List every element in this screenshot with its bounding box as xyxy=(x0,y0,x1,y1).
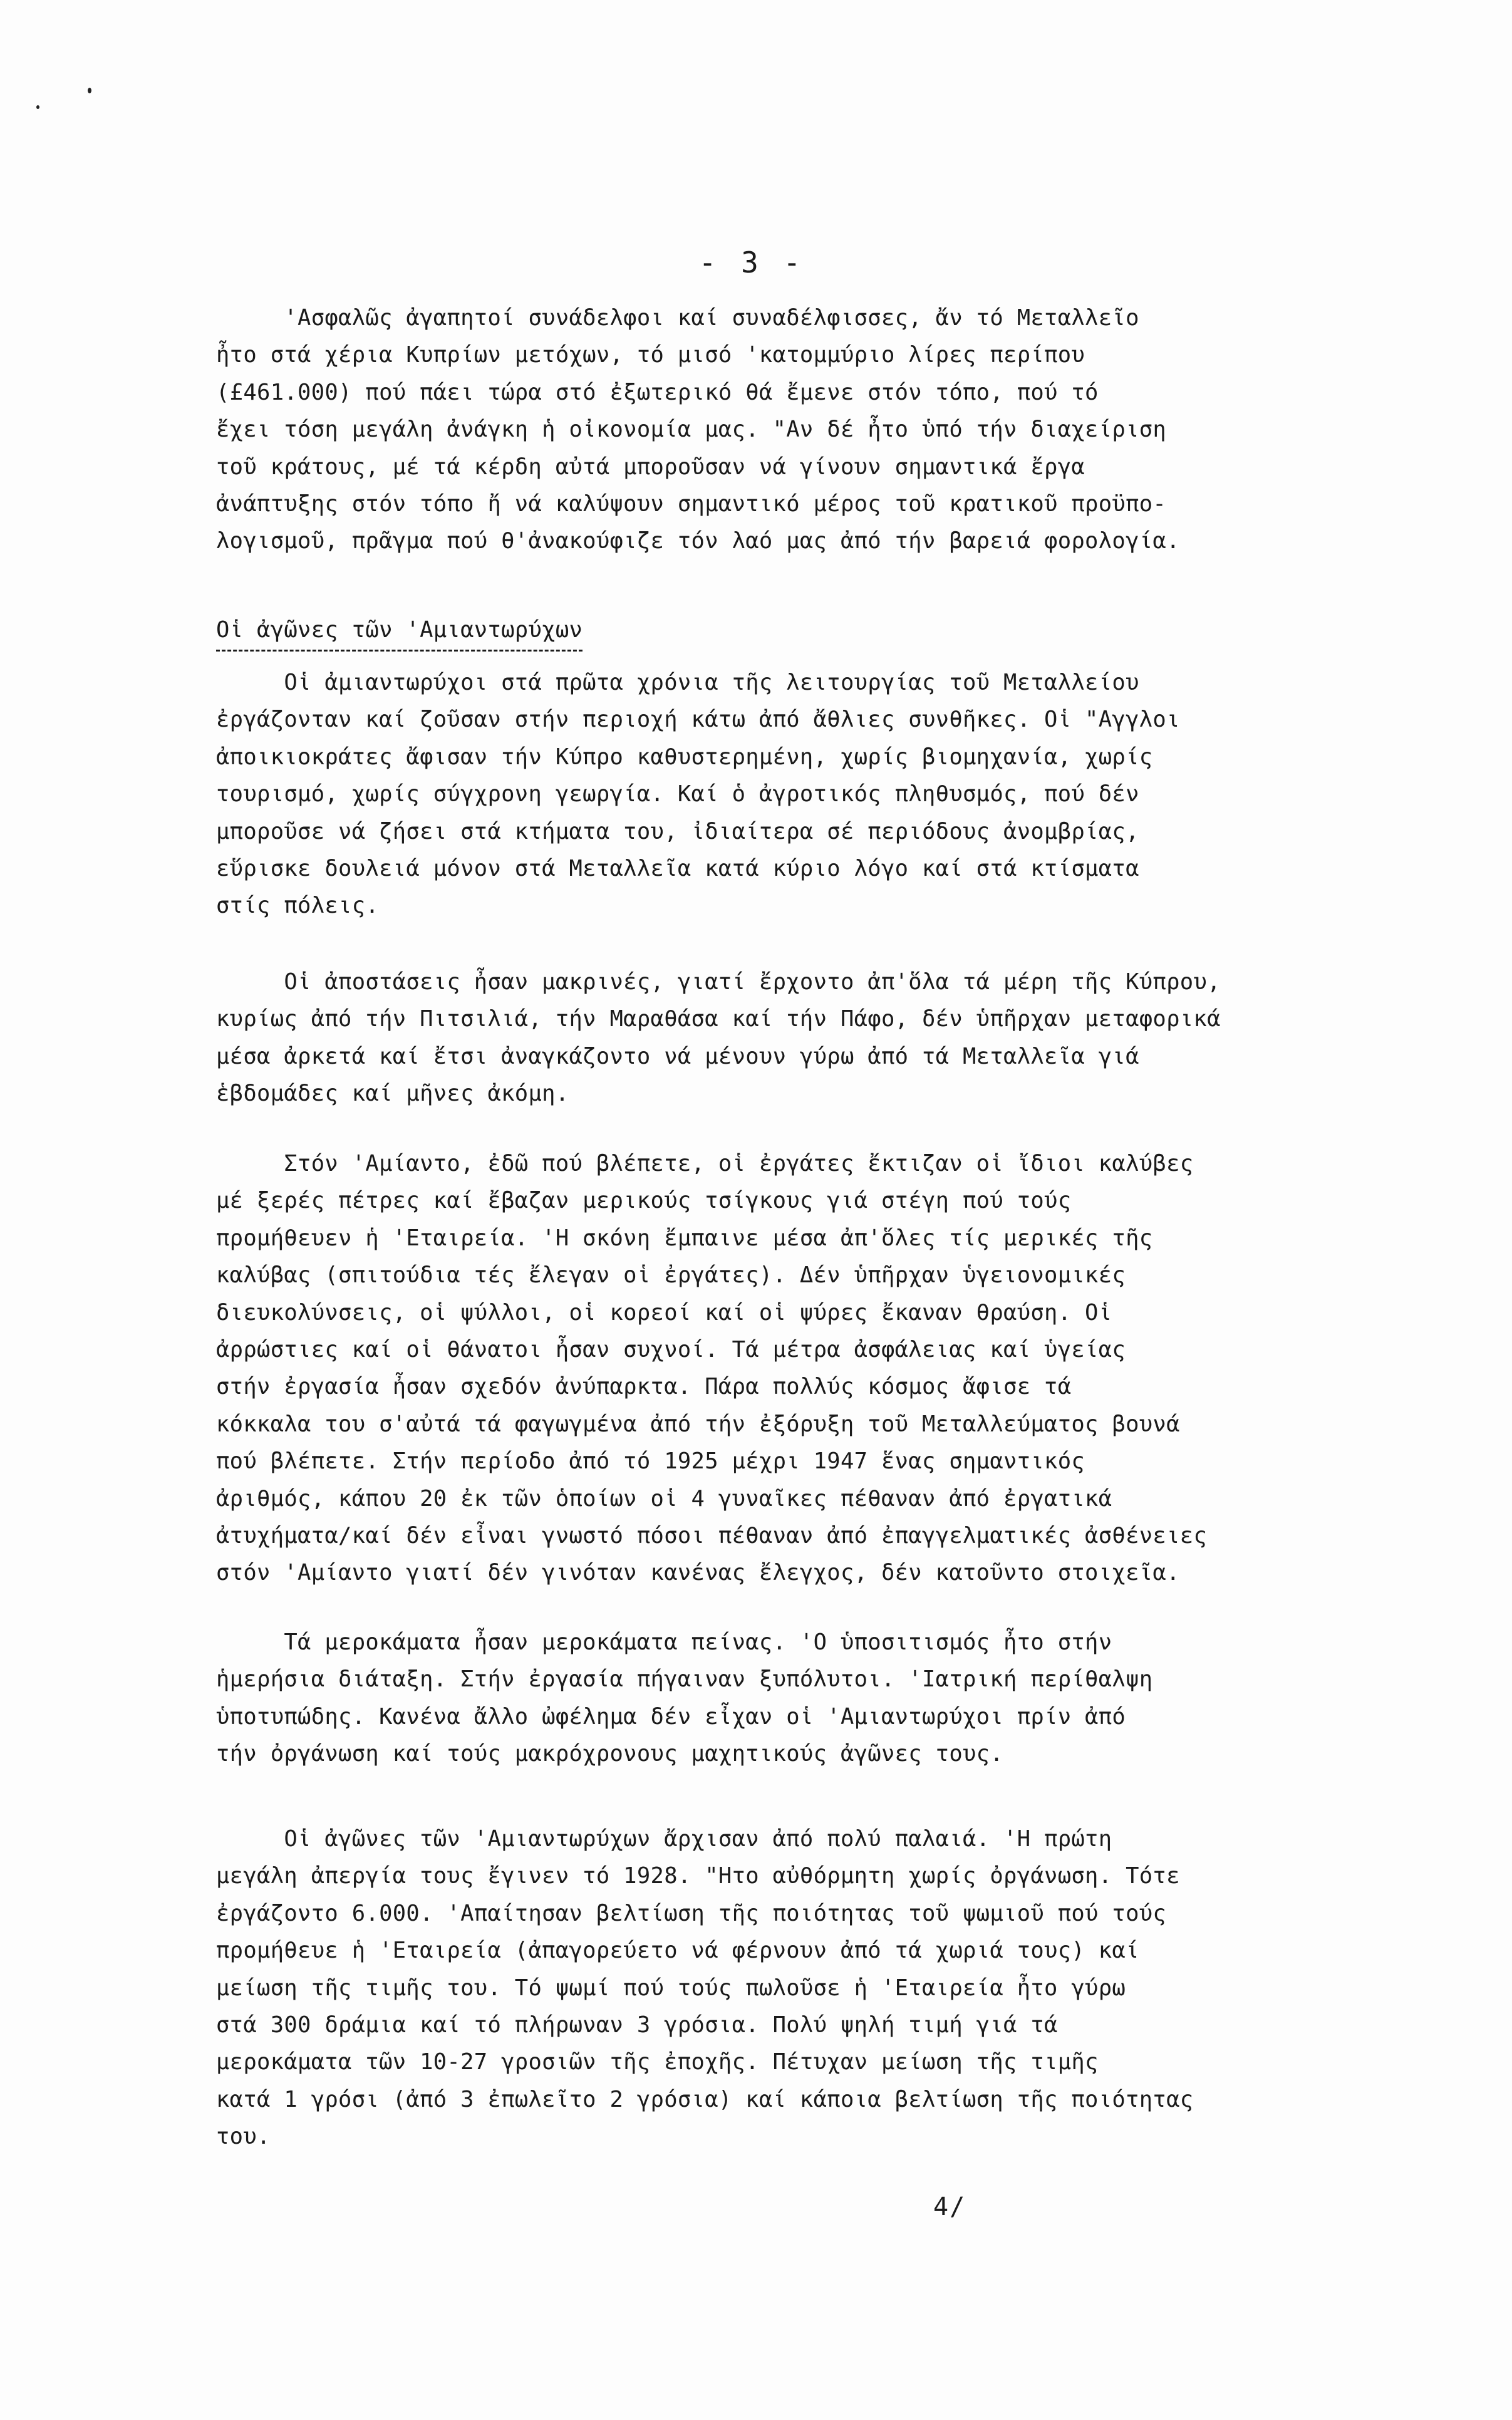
text-line: μεροκάματα τῶν 10-27 γροσιῶν τῆς ἐποχῆς. Πέτυχαν μείωση τῆς τιμῆς xyxy=(216,2049,1099,2075)
text-line: εὕρισκε δουλειά μόνον στά Μεταλλεῖα κατά κύριο λόγο καί στά κτίσματα xyxy=(216,856,1139,882)
text-line: στόν 'Αμίαντο γιατί δέν γινόταν κανένας ἔλεγχος, δέν κατοῦντο στοιχεῖα. xyxy=(216,1560,1180,1586)
text-line: 'Ασφαλῶς ἀγαπητοί συνάδελφοι καί συναδέλφισσες, ἄν τό Μεταλλεῖο xyxy=(216,305,1139,331)
page-number: - 3 - xyxy=(698,246,805,279)
text-line: του. xyxy=(216,2124,271,2150)
text-line: λογισμοῦ, πρᾶγμα πού θ'ἀνακούφιζε τόν λαό μας ἀπό τήν βαρειά φορολογία. xyxy=(216,528,1180,554)
next-page-marker: 4/ xyxy=(933,2193,966,2221)
text-line: κατά 1 γρόσι (ἀπό 3 ἐπωλεῖτο 2 γρόσια) καί κάποια βελτίωση τῆς ποιότητας xyxy=(216,2086,1194,2112)
text-line: στήν ἐργασία ἦσαν σχεδόν ἀνύπαρκτα. Πάρα πολλύς κόσμος ἄφισε τά xyxy=(216,1374,1072,1400)
text-line: Στόν 'Αμίαντο, ἐδῶ πού βλέπετε, οἱ ἐργάτες ἔκτιζαν οἱ ἴδιοι καλύβες xyxy=(216,1151,1194,1176)
text-line: προμήθευεν ἡ 'Εταιρεία. 'Η σκόνη ἔμπαινε μέσα ἀπ'ὅλες τίς μερικές τῆς xyxy=(216,1225,1153,1251)
text-line: τοῦ κράτους, μέ τά κέρδη αὐτά μποροῦσαν νά γίνουν σημαντικά ἔργα xyxy=(216,454,1085,480)
text-line: (£461.000) πού πάει τώρα στό ἐξωτερικό θά ἔμενε στόν τόπο, πού τό xyxy=(216,379,1099,405)
text-line: ἡμερήσια διάταξη. Στήν ἐργασία πήγαιναν ξυπόλυτοι. 'Ιατρική περίθαλψη xyxy=(216,1666,1153,1693)
text-line: Οἱ ἀμιαντωρύχοι στά πρῶτα χρόνια τῆς λειτουργίας τοῦ Μεταλλείου xyxy=(216,670,1139,695)
paragraph-1 xyxy=(216,299,1369,560)
paragraph-2 xyxy=(216,664,1369,925)
paragraph-6 xyxy=(216,1820,1369,2156)
text-line: ὑποτυπώδης. Κανένα ἄλλο ὠφέλημα δέν εἶχαν οἱ 'Αμιαντωρύχοι πρίν ἀπό xyxy=(216,1703,1126,1730)
scan-speck xyxy=(36,105,39,109)
text-line: τουρισμό, χωρίς σύγχρονη γεωργία. Καί ὁ ἀγροτικός πληθυσμός, πού δέν xyxy=(216,781,1139,808)
paragraph-4 xyxy=(216,1145,1369,1592)
text-line: ἀτυχήματα/καί δέν εἶναι γνωστό πόσοι πέθαναν ἀπό ἐπαγγελματικές ἀσθένειες xyxy=(216,1523,1208,1549)
text-line: ἐργάζονταν καί ζοῦσαν στήν περιοχή κάτω ἀπό ἄθλιες συνθῆκες. Οἱ "Αγγλοι xyxy=(216,707,1180,733)
text-line: μποροῦσε νά ζήσει στά κτήματα του, ἰδιαίτερα σέ περιόδους ἀνομβρίας, xyxy=(216,818,1139,844)
text-line: ἑβδομάδες καί μῆνες ἀκόμη. xyxy=(216,1081,569,1107)
text-line: στίς πόλεις. xyxy=(216,893,380,919)
text-line: ἀρρώστιες καί οἱ θάνατοι ἦσαν συχνοί. Τά μέτρα ἀσφάλειας καί ὑγείας xyxy=(216,1337,1126,1363)
text-line: μείωση τῆς τιμῆς του. Τό ψωμί πού τούς πωλοῦσε ἡ 'Εταιρεία ἦτο γύρω xyxy=(216,1975,1126,2001)
section-heading: Οἱ ἀγῶνες τῶν 'Αμιαντωρύχων xyxy=(216,611,583,652)
text-line: Οἱ ἀγῶνες τῶν 'Αμιαντωρύχων ἄρχισαν ἀπό πολύ παλαιά. 'Η πρώτη xyxy=(216,1826,1112,1852)
scan-speck xyxy=(88,88,91,93)
text-line: στά 300 δράμια καί τό πλήρωναν 3 γρόσια. Πολύ ψηλή τιμή γιά τά xyxy=(216,2012,1058,2038)
text-line: ἀποικιοκράτες ἄφισαν τήν Κύπρο καθυστερημένη, χωρίς βιομηχανία, χωρίς xyxy=(216,744,1153,770)
paragraph-5 xyxy=(216,1624,1369,1773)
text-line: κόκκαλα του σ'αὐτά τά φαγωγμένα ἀπό τήν ἐξόρυξη τοῦ Μεταλλεύματος βουνά xyxy=(216,1411,1180,1437)
text-line: κυρίως ἀπό τήν Πιτσιλιά, τήν Μαραθάσα καί τήν Πάφο, δέν ὑπῆρχαν μεταφορικά xyxy=(216,1006,1221,1032)
text-line: ἦτο στά χέρια Κυπρίων μετόχων, τό μισό 'κατομμύριο λίρες περίπου xyxy=(216,342,1085,368)
text-line: μέ ξερές πέτρες καί ἔβαζαν μερικούς τσίγκους γιά στέγη πού τούς xyxy=(216,1188,1072,1214)
text-line: Τά μεροκάματα ἦσαν μεροκάματα πείνας. 'Ο ὑποσιτισμός ἦτο στήν xyxy=(216,1629,1112,1655)
text-line: ἐργάζοντο 6.000. 'Απαίτησαν βελτίωση τῆς ποιότητας τοῦ ψωμιοῦ πού τούς xyxy=(216,1900,1167,1926)
text-line: καλύβας (σπιτούδια τές ἔλεγαν οἱ ἐργάτες). Δέν ὑπῆρχαν ὑγειονομικές xyxy=(216,1262,1126,1289)
text-line: πού βλέπετε. Στήν περίοδο ἀπό τό 1925 μέχρι 1947 ἕνας σημαντικός xyxy=(216,1448,1085,1475)
text-line: Οἱ ἀποστάσεις ἦσαν μακρινές, γιατί ἔρχοντο ἀπ'ὅλα τά μέρη τῆς Κύπρου, xyxy=(216,969,1221,995)
text-line: διευκολύνσεις, οἱ ψύλλοι, οἱ κορεοί καί οἱ ψύρες ἔκαναν θραύση. Οἱ xyxy=(216,1299,1112,1326)
text-line: μεγάλη ἀπεργία τους ἔγινεν τό 1928. "Ητο αὐθόρμητη χωρίς ὀργάνωση. Τότε xyxy=(216,1863,1180,1889)
text-line: προμήθευε ἡ 'Εταιρεία (ἀπαγορεύετο νά φέρνουν ἀπό τά χωριά τους) καί xyxy=(216,1938,1139,1964)
text-line: ἀριθμός, κάπου 20 ἐκ τῶν ὁποίων οἱ 4 γυναῖκες πέθαναν ἀπό ἐργατικά xyxy=(216,1485,1112,1512)
text-line: τήν ὀργάνωση καί τούς μακρόχρονους μαχητικούς ἀγῶνες τους. xyxy=(216,1741,1004,1767)
text-line: ἀνάπτυξης στόν τόπο ἤ νά καλύψουν σημαντικό μέρος τοῦ κρατικοῦ προϋπο- xyxy=(216,491,1167,517)
text-line: μέσα ἀρκετά καί ἔτσι ἀναγκάζοντο νά μένουν γύρω ἀπό τά Μεταλλεῖα γιά xyxy=(216,1043,1139,1069)
paragraph-3 xyxy=(216,963,1369,1113)
text-line: ἔχει τόση μεγάλη ἀνάγκη ἡ οἰκονομία μας. "Αν δέ ἦτο ὑπό τήν διαχείριση xyxy=(216,417,1167,443)
